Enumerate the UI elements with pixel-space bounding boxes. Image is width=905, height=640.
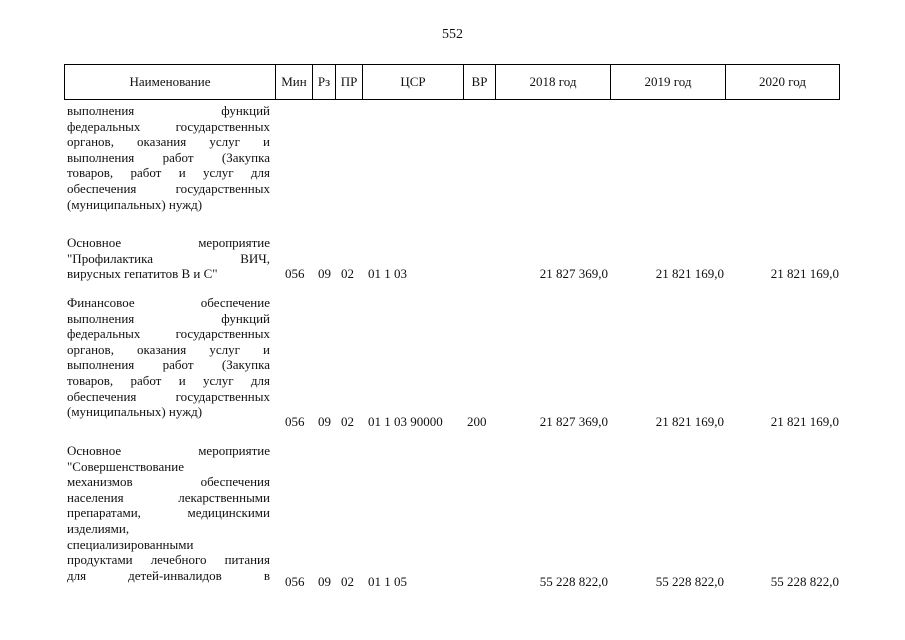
header-pr: ПР — [336, 65, 363, 99]
cell-csr: 01 1 03 90000 — [368, 414, 443, 429]
cell-pr: 02 — [341, 574, 354, 589]
header-2018: 2018 год — [496, 65, 611, 99]
cell-csr: 01 1 03 — [368, 266, 407, 281]
header-2020: 2020 год — [759, 74, 806, 89]
cell-2020: 21 821 169,0 — [770, 266, 839, 281]
name-line: Основное мероприятие — [67, 235, 270, 250]
cell-min: 056 — [285, 574, 305, 589]
cell-2020: 55 228 822,0 — [770, 574, 839, 589]
table-row-name — [67, 443, 270, 583]
cell-min: 056 — [285, 414, 305, 429]
name-line: (муниципальных) нужд) — [67, 404, 203, 420]
name-line: вирусных гепатитов В и С" — [67, 266, 218, 282]
name-line: населения лекарственными — [67, 489, 270, 505]
name-line: товаров, работ и услуг для — [67, 165, 270, 181]
cell-rz: 09 — [318, 266, 331, 281]
cell-vr: 200 — [467, 414, 487, 429]
cell-2018: 21 827 369,0 — [539, 414, 608, 429]
name-line: выполнения функций — [67, 103, 270, 118]
cell-2019: 21 821 169,0 — [655, 414, 724, 429]
table-row-name — [67, 235, 270, 282]
name-line: выполнения работ (Закупка — [67, 149, 270, 165]
name-line: специализированными — [67, 536, 194, 552]
name-line: "Совершенствование — [67, 458, 184, 474]
name-line: органов, оказания услуг и — [67, 341, 270, 357]
name-line: для детей-инвалидов в — [67, 567, 270, 583]
name-line: выполнения работ (Закупка — [67, 357, 270, 373]
cell-rz: 09 — [318, 414, 331, 429]
name-line: выполнения функций — [67, 310, 270, 326]
table-row-name — [67, 295, 270, 420]
name-line: органов, оказания услуг и — [67, 134, 270, 150]
cell-2020: 21 821 169,0 — [770, 414, 839, 429]
header-csr: ЦСР — [363, 65, 464, 99]
cell-pr: 02 — [341, 414, 354, 429]
name-line: федеральных государственных — [67, 326, 270, 342]
name-line: товаров, работ и услуг для — [67, 372, 270, 388]
cell-2019: 21 821 169,0 — [655, 266, 724, 281]
name-line: препаратами, медицинскими — [67, 505, 270, 521]
cell-rz: 09 — [318, 574, 331, 589]
cell-2019: 55 228 822,0 — [655, 574, 724, 589]
name-line: продуктами лечебного питания — [67, 552, 270, 568]
table-row-name — [67, 103, 270, 212]
name-line: механизмов обеспечения — [67, 474, 270, 490]
name-line: Финансовое обеспечение — [67, 295, 270, 310]
header-name: Наименование — [65, 65, 276, 99]
name-line: федеральных государственных — [67, 118, 270, 134]
cell-2018: 21 827 369,0 — [539, 266, 608, 281]
cell-csr: 01 1 05 — [368, 574, 407, 589]
page-number: 552 — [442, 27, 463, 42]
header-2019: 2019 год — [611, 65, 726, 99]
table-header — [64, 64, 840, 100]
header-vr: ВР — [464, 65, 496, 99]
name-line: "Профилактика ВИЧ, — [67, 250, 270, 266]
cell-pr: 02 — [341, 266, 354, 281]
cell-min: 056 — [285, 266, 305, 281]
name-line: Основное мероприятие — [67, 443, 270, 458]
name-line: обеспечения государственных — [67, 180, 270, 196]
header-rz: Рз — [313, 65, 336, 99]
header-min: Мин — [276, 65, 313, 99]
name-line: (муниципальных) нужд) — [67, 196, 203, 212]
cell-2018: 55 228 822,0 — [539, 574, 608, 589]
name-line: обеспечения государственных — [67, 388, 270, 404]
name-line: изделиями, — [67, 520, 130, 536]
